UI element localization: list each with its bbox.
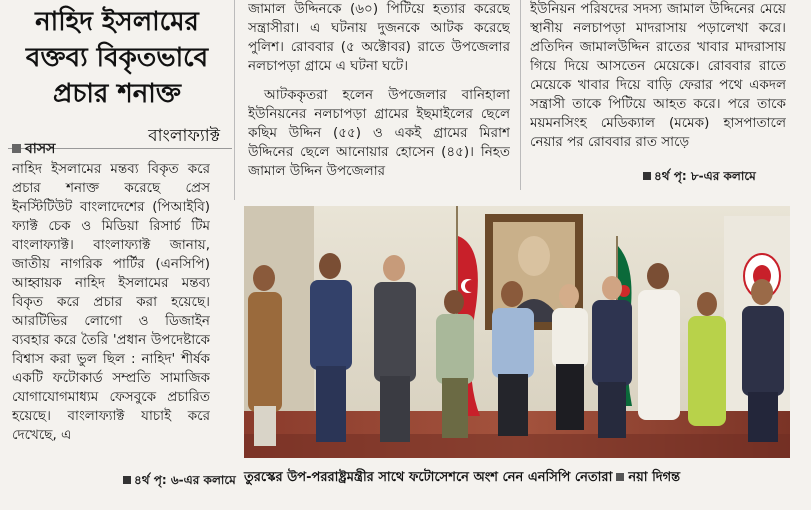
photo-caption bbox=[244, 468, 680, 489]
continued-label: ৪র্থ পৃ: ৮-এর কলামে bbox=[654, 169, 756, 183]
headline-left-article: নাহিদ ইসলামের বক্তব্য বিকৃতভাবে প্রচার শনাক্ত bbox=[25, 7, 209, 109]
agency-name: বাসস bbox=[25, 141, 56, 157]
left-article-text: নাহিদ ইসলামের মন্তব্য বিকৃত করে প্রচার শনাক্ত করেছে প্রেস ইনস্টিটিউট বাংলাদেশের (পিআইবি) ফ্যাক্ট চেক ও মিডিয়া রিসার্চ টিম বাংলাফ্যাক্ট। বাংলাফ্যাক্ট জানায়, জাতীয় নাগরিক পার্টির (এনসিপি) আহ্বায়ক নাহিদ ইসলামের মন্তব্য বিকৃত করে প্রচার করা হয়েছে। আরটিভির লোগো ও ডিজাইন ব্যবহার করে তৈরি 'প্রধান উপদেষ্টাকে বিশ্বাস করা ভুল ছিল : নাহিদ' শীর্ষক একটি ফটোকার্ড সম্প্রতি সামাজিক যোগাযোগমাধ্যম ফেসবুকে প্রচারিত হয়েছে। বাংলাফ্যাক্ট যাচাই করে দেখেছে, এ bbox=[12, 161, 210, 443]
square-bullet-icon bbox=[616, 473, 624, 481]
person-3 bbox=[374, 255, 416, 442]
right-article-continued bbox=[640, 168, 756, 188]
left-article-continued bbox=[120, 472, 236, 492]
middle-article-body-bottom bbox=[248, 86, 510, 182]
square-bullet-icon bbox=[123, 476, 131, 484]
photo-illustration bbox=[244, 206, 790, 458]
caption-text: তুরস্কের উপ-পররাষ্ট্রমন্ত্রীর সাথে ফটোসেশনে অংশ নেন এনসিপি নেতারা bbox=[244, 470, 613, 485]
column-divider-left bbox=[234, 0, 235, 200]
person-7 bbox=[592, 276, 632, 438]
square-bullet-icon bbox=[12, 144, 21, 153]
continued-label: ৪র্থ পৃ: ৬-এর কলামে bbox=[134, 473, 236, 487]
middle-article-text-top: জামাল উদ্দিনকে (৬০) পিটিয়ে হত্যার করেছে সন্ত্রাসীরা। এ ঘটনায় দুজনকে আটক করেছে পুলিশ। রোববার (৫ অক্টোবর) রাতে উপজেলার নলচাপড়া গ্রামে এ ঘটনা ঘটে। bbox=[248, 1, 510, 74]
middle-article-body-top bbox=[248, 0, 510, 80]
square-bullet-icon bbox=[643, 172, 651, 180]
person-2 bbox=[310, 253, 352, 442]
column-divider-middle bbox=[520, 0, 521, 190]
byline: বাংলাফ্যাক্ট bbox=[148, 126, 220, 146]
right-article-text: ইউনিয়ন পরিষদের সদস্য জামাল উদ্দিনের মেয়ে স্থানীয় নলচাপড়া মাদরাসায় পড়ালেখা করে। প্রতিদিন জামালউদ্দিন রাতের খাবার মাদরাসায় গিয়ে দিয়ে আসতেন মেয়েকে। রোববার রাতে মেয়েকে খাবার দিয়ে বাড়ি ফেরার পথে একদল সন্ত্রাসী তাকে পিটিয়ে আহত করে। পরে তাকে ময়মনসিংহ মেডিক্যাল (মমেক) হাসপাতালে নেয়ার পর রোববার রাত সাড়ে bbox=[530, 1, 786, 150]
news-photo bbox=[244, 206, 790, 458]
agency-credit bbox=[12, 137, 55, 161]
photo-credit: নয়া দিগন্ত bbox=[628, 470, 681, 485]
right-article-body bbox=[530, 0, 786, 168]
middle-article-text-bottom: আটককৃতরা হলেন উপজেলার বানিহালা ইউনিয়নের নলচাপড়া গ্রামের ইছমাইলের ছেলে কছিম উদ্দিন (৫৫) ও একই গ্রামের মিরাশ উদ্দিনের ছেলে আনোয়ার হোসেন (৪৫)। নিহত জামাল উদ্দিন উপজেলার bbox=[248, 87, 510, 179]
left-article-body bbox=[12, 160, 210, 470]
